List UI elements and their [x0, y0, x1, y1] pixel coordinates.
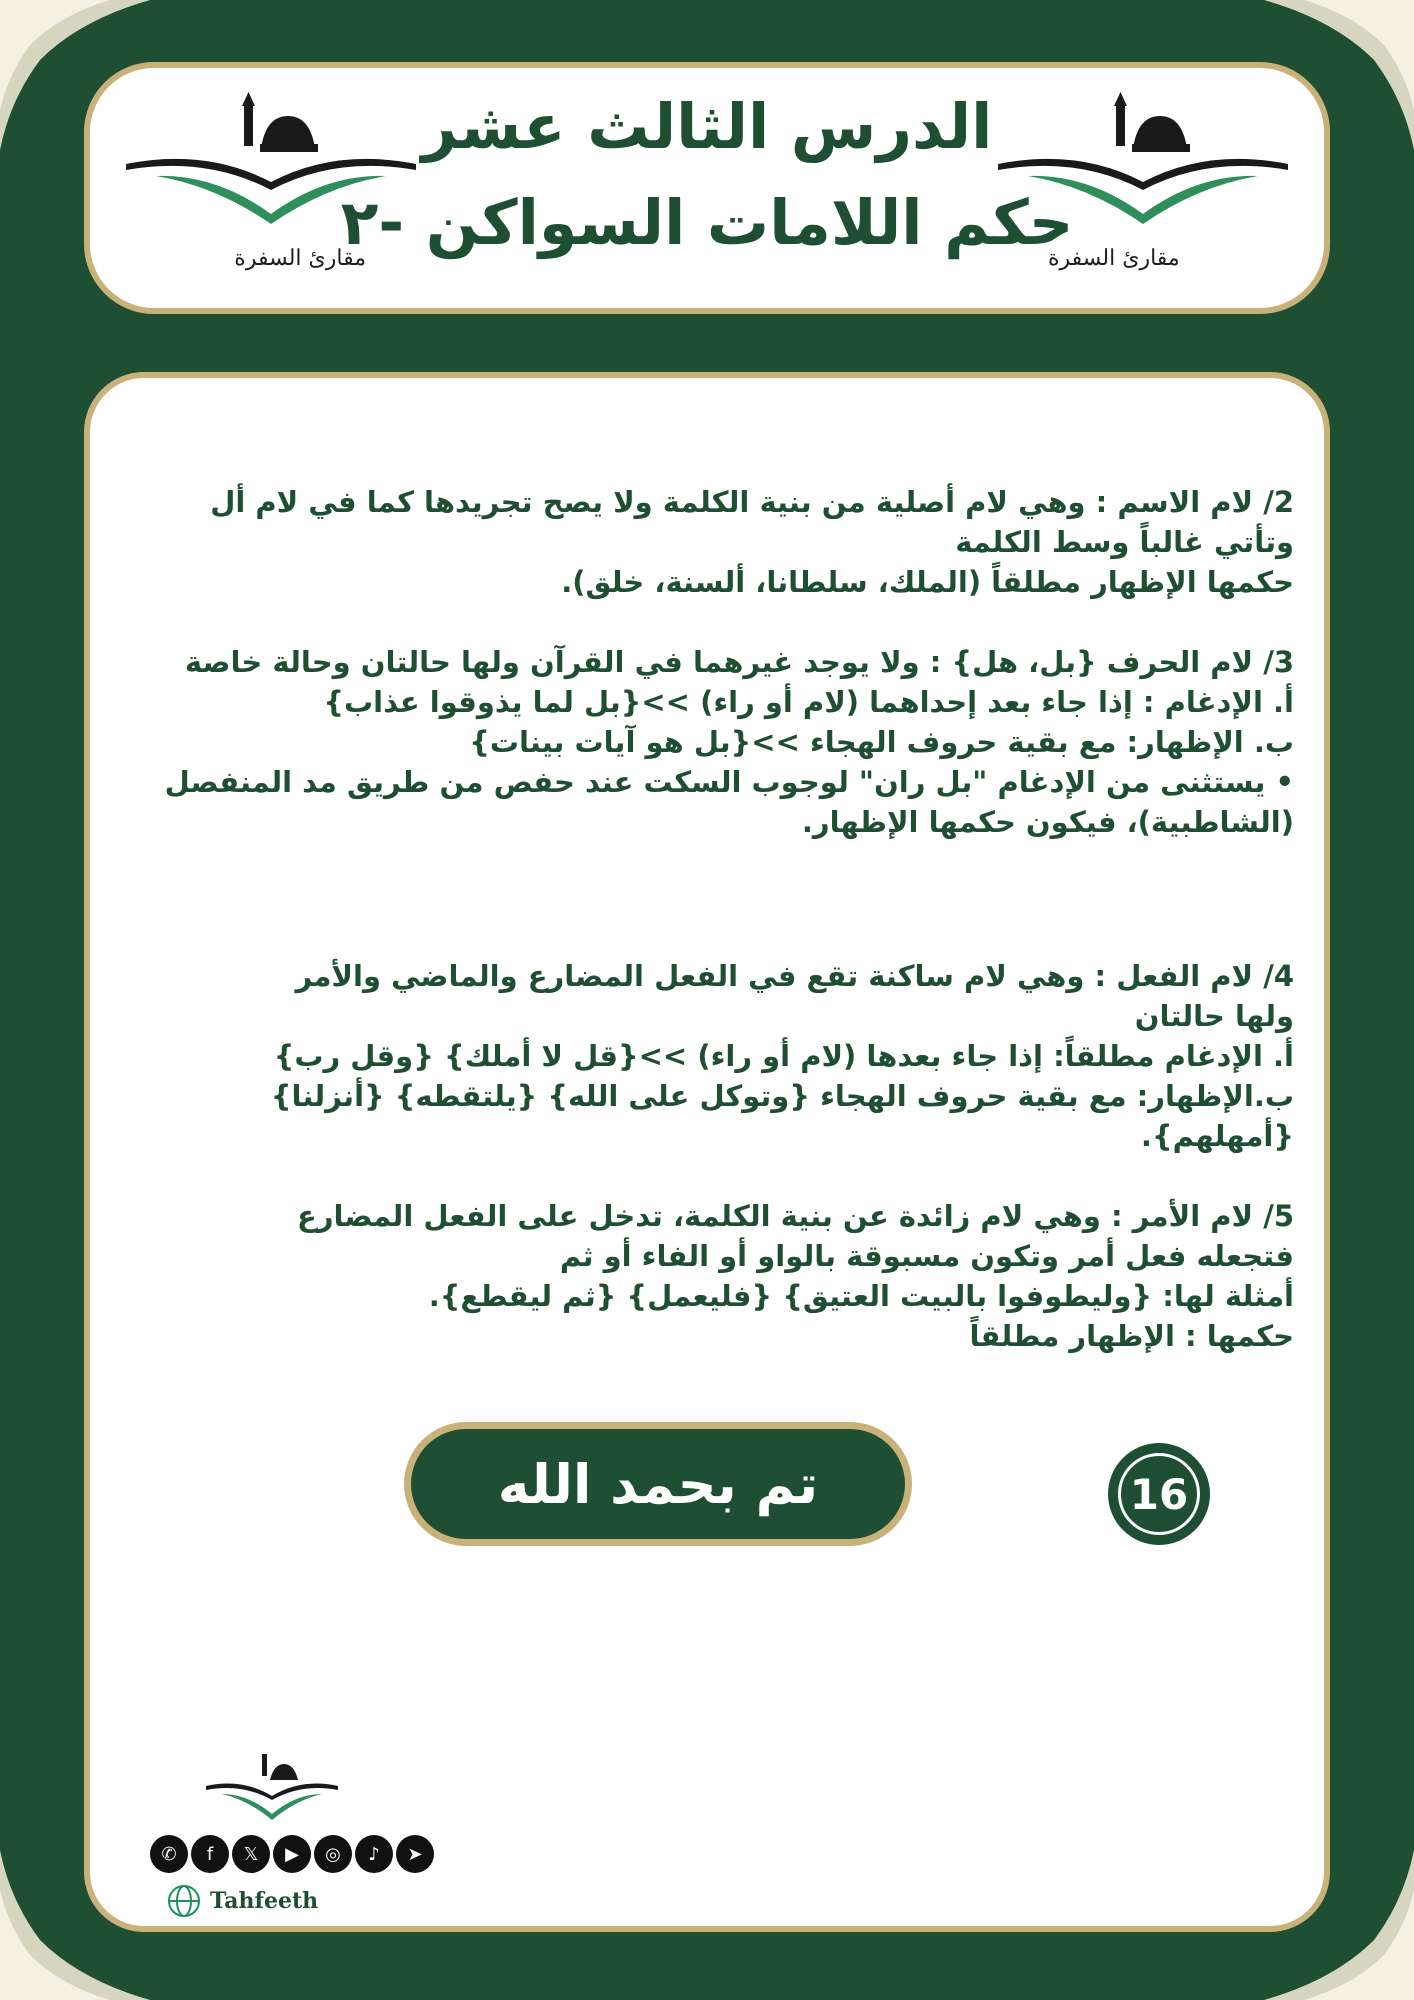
spacer [120, 882, 1294, 956]
facebook-icon[interactable]: f [191, 1835, 229, 1873]
text-line: ب. الإظهار: مع بقية حروف الهجاء >>{بل هو آيات بينات} [469, 725, 1294, 759]
book-mosque-logo-icon [202, 1750, 342, 1820]
brand-name: مقارئ السفرة [234, 246, 366, 271]
brand-name: مقارئ السفرة [1048, 246, 1180, 271]
text-line: فتجعله فعل أمر وتكون مسبوقة بالواو أو الفاء أو ثم [559, 1239, 1294, 1273]
tiktok-icon[interactable]: ♪ [355, 1835, 393, 1873]
section-amr-lam [120, 1196, 1294, 1356]
text-line: ولها حالتان [1134, 999, 1294, 1033]
text-line: حكمها : الإظهار مطلقاً [969, 1319, 1294, 1353]
lesson-subtitle: حكم اللامات السواكن -٢ [340, 186, 1074, 259]
lesson-header [84, 62, 1330, 314]
text-line: وتأتي غالباً وسط الكلمة [955, 525, 1294, 559]
end-text: تم بحمد الله [497, 1452, 819, 1516]
lesson-content-card [84, 372, 1330, 1932]
section-fiil-lam [120, 956, 1294, 1156]
x-icon[interactable]: 𝕏 [232, 1835, 270, 1873]
text-line: أ. الإدغام : إذا جاء بعد إحداهما (لام أو راء) >>{بل لما يذوقوا عذاب} [323, 685, 1294, 719]
globe-icon [166, 1883, 202, 1919]
text-line: {أمهلهم}. [1140, 1119, 1294, 1153]
text-line: 2/ لام الاسم : وهي لام أصلية من بنية الكلمة ولا يصح تجريدها كما في لام أل [210, 485, 1294, 519]
section-harf-lam [120, 642, 1294, 842]
social-links [150, 1835, 434, 1873]
end-banner [404, 1422, 912, 1546]
lesson-body [120, 482, 1294, 1396]
page-number-badge [1108, 1443, 1210, 1545]
text-line: حكمها الإظهار مطلقاً (الملك، سلطانا، ألسنة، خلق). [561, 565, 1294, 599]
text-line: 3/ لام الحرف {بل، هل} : ولا يوجد غيرهما في القرآن ولها حالتان وحالة خاصة [184, 645, 1294, 679]
text-line: أمثلة لها: {وليطوفوا بالبيت العتيق} {فليعمل} {ثم ليقطع}. [428, 1279, 1294, 1313]
youtube-icon[interactable]: ▶ [273, 1835, 311, 1873]
text-line: أ. الإدغام مطلقاً: إذا جاء بعدها (لام أو راء) >>{قل لا أملك} {وقل رب} [273, 1039, 1294, 1073]
website-label: Tahfeeth [210, 1888, 319, 1914]
text-line: 5/ لام الأمر : وهي لام زائدة عن بنية الكلمة، تدخل على الفعل المضارع [297, 1199, 1294, 1233]
text-line: ب.الإظهار: مع بقية حروف الهجاء {وتوكل على الله} {يلتقطه} {أنزلنا} [270, 1079, 1294, 1113]
instagram-icon[interactable]: ◎ [314, 1835, 352, 1873]
telegram-icon[interactable]: ➤ [396, 1835, 434, 1873]
text-line: (الشاطبية)، فيكون حكمها الإظهار. [801, 805, 1294, 839]
page-number: 16 [1118, 1453, 1200, 1535]
lesson-title: الدرس الثالث عشر [421, 90, 993, 163]
whatsapp-icon[interactable]: ✆ [150, 1835, 188, 1873]
section-ism-lam [120, 482, 1294, 602]
text-line: 4/ لام الفعل : وهي لام ساكنة تقع في الفعل المضارع والماضي والأمر [295, 959, 1294, 993]
text-line: • يستثنى من الإدغام "بل ران" لوجوب السكت عند حفص من طريق مد المنفصل [164, 765, 1294, 799]
website-link[interactable] [166, 1883, 318, 1919]
